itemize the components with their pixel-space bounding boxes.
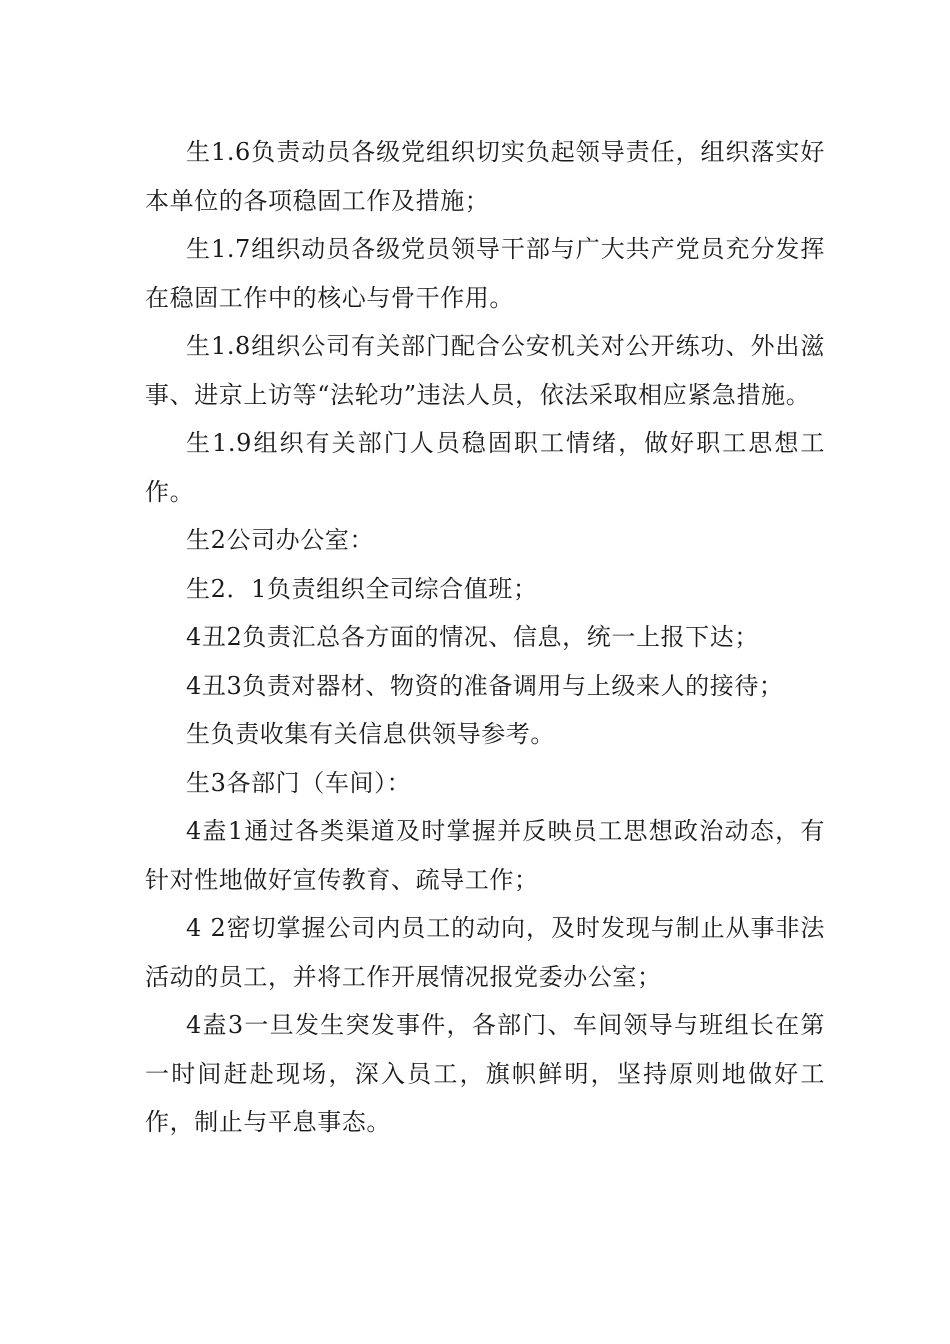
paragraph-1-9: 生1.9组织有关部门人员稳固职工情绪，做好职工思想工作。 (145, 429, 825, 506)
paragraph-1-7: 生1.7组织动员各级党员领导干部与广大共产党员充分发挥在稳固工作中的核心与骨干作用。 (145, 235, 825, 312)
paragraph-1-6: 生1.6负责动员各级党组织切实负起领导责任，组织落实好本单位的各项稳固工作及措施； (145, 138, 825, 215)
paragraph-2-3: 4丑3负责对器材、物资的准备调用与上级来人的接待； (186, 671, 784, 700)
document-body (145, 128, 825, 1147)
paragraph-3-3: 4盍3一旦发生突发事件，各部门、车间领导与班组长在第一时间赶赴现场，深入员工，旗帜鲜明，坚持原则地做好工作，制止与平息事态。 (145, 1011, 825, 1136)
paragraph-1-8: 生1.8组织公司有关部门配合公安机关对公开练功、外出滋事、进京上访等“法轮功”违法人员，依法采取相应紧急措施。 (145, 332, 825, 409)
paragraph-3-2: 4 2密切掌握公司内员工的动向，及时发现与制止从事非法活动的员工，并将工作开展情况报党委办公室； (145, 914, 825, 991)
paragraph-2-2: 4丑2负责汇总各方面的情况、信息，统一上报下达； (186, 623, 759, 651)
section-heading-office: 生2公司办公室： (186, 526, 375, 554)
paragraph-2-4: 生负责收集有关信息供领导参考。 (186, 720, 555, 748)
section-heading-departments: 生3各部门（车间）： (186, 768, 412, 797)
paragraph-2-1: 生2．1负责组织全司综合值班； (186, 574, 538, 603)
paragraph-3-1: 4盍1通过各类渠道及时掌握并反映员工思想政治动态，有针对性地做好宣传教育、疏导工作； (145, 817, 825, 894)
